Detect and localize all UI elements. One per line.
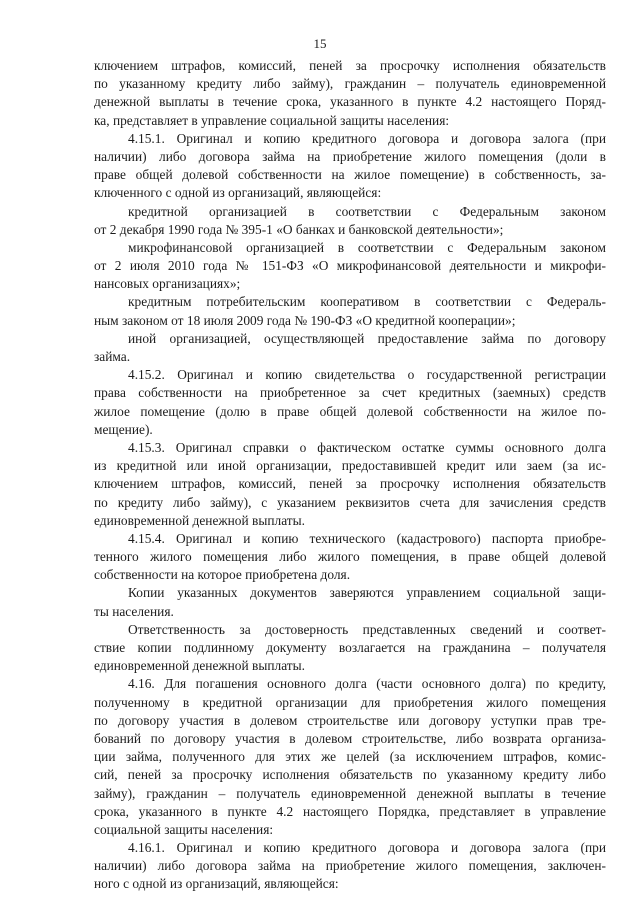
text-line: наличии) либо договора займа на приобретение жилого помещения, заключен-	[94, 858, 606, 874]
text-line: по указанному кредиту либо займу), гражданин – получатель единовременной	[94, 76, 606, 92]
text-line: ции займа, полученного для этих же целей (за исключением штрафов, комис-	[94, 749, 606, 765]
text-line: ты населения.	[94, 603, 174, 619]
text-line: праве общей долевой собственности на жилое помещение) в собственность, за-	[94, 167, 606, 183]
text-line: собственности на которое приобретена доля.	[94, 567, 351, 583]
text-line: кредитной организацией в соответствии с Федеральным законом	[128, 203, 606, 219]
text-line: займу), гражданин – получатель единовременной денежной выплаты в течение	[94, 785, 606, 801]
text-line: полученному в кредитной организации для приобретения жилого помещения	[94, 694, 606, 710]
text-line: ключенного с одной из организаций, являющейся:	[94, 185, 382, 201]
text-line: займа.	[94, 349, 131, 364]
text-line: из кредитной или иной организации, предоставившей кредит или заем (за ис-	[94, 458, 606, 474]
text-line: Ответственность за достоверность представленных сведений и соответ-	[128, 621, 606, 637]
text-line: срока, указанного в пункте 4.2 настоящего Порядка, представляет в управление	[94, 803, 606, 819]
text-line: от 2 декабря 1990 года № 395-1 «О банках и банковской деятельности»;	[94, 221, 504, 237]
text-line: нансовых организациях»;	[94, 276, 241, 292]
text-line: мещение).	[94, 421, 153, 437]
text-line: ствие копии подлинному документу возлагается на гражданина – получателя	[94, 640, 606, 655]
text-line: единовременной денежной выплаты.	[94, 512, 305, 528]
text-line: кредитным потребительским кооперативом в соответствии с Федераль-	[128, 294, 606, 310]
text-line: наличии) либо договора займа на приобретение жилого помещения (доли в	[94, 148, 606, 164]
text-line: 4.15.3. Оригинал справки о фактическом остатке суммы основного долга	[128, 439, 606, 455]
text-line: социальной защиты населения:	[94, 821, 274, 837]
text-line: тенного жилого помещения либо жилого помещения, в праве общей долевой	[94, 549, 606, 565]
text-line: сий, пеней за просрочку исполнения обязательств по указанному кредиту либо	[94, 767, 606, 783]
text-line: ным законом от 18 июля 2009 года № 190-ФЗ «О кредитной кооперации»;	[94, 312, 516, 328]
text-line: права собственности на приобретенное за счет кредитных (заемных) средств	[94, 385, 606, 401]
text-line: бований по договору участия в долевом строительстве, либо возврата организа-	[94, 730, 606, 746]
text-line: 4.16.1. Оригинал и копию кредитного договора и договора залога (при	[128, 840, 606, 856]
text-line: по кредиту либо займу), с указанием реквизитов счета для зачисления средств	[94, 494, 606, 510]
text-line: 4.15.4. Оригинал и копию технического (кадастрового) паспорта приобре-	[128, 530, 606, 546]
text-line: денежной выплаты в течение срока, указанного в пункте 4.2 настоящего Поряд-	[94, 94, 606, 110]
text-line: 4.15.2. Оригинал и копию свидетельства о государственной регистрации	[128, 367, 606, 383]
text-line: 4.16. Для погашения основного долга (части основного долга) по кредиту,	[128, 676, 606, 692]
text-line: единовременной денежной выплаты.	[94, 658, 305, 674]
text-line: ного с одной из организаций, являющейся:	[94, 876, 339, 892]
text-line: Копии указанных документов заверяются управлением социальной защи-	[128, 585, 606, 601]
document-body	[94, 57, 606, 894]
text-line: жилое помещение (долю в праве общей долевой собственности на жилое по-	[94, 403, 606, 419]
page-number: 15	[313, 36, 327, 51]
text-line: микрофинансовой организацией в соответствии с Федеральным законом	[128, 239, 606, 255]
text-line: ключением штрафов, комиссий, пеней за просрочку исполнения обязательств	[94, 476, 606, 492]
text-line: ка, представляет в управление социальной защиты населения:	[94, 112, 450, 128]
text-line: ключением штрафов, комиссий, пеней за просрочку исполнения обязательств	[94, 58, 606, 73]
text-line: по договору участия в долевом строительстве или договору уступки прав тре-	[94, 712, 606, 728]
text-line: иной организацией, осуществляющей предоставление займа по договору	[128, 330, 606, 346]
text-line: от 2 июля 2010 года № 151-ФЗ «О микрофинансовой деятельности и микрофи-	[94, 258, 606, 274]
text-line: 4.15.1. Оригинал и копию кредитного договора и договора залога (при	[128, 130, 606, 146]
